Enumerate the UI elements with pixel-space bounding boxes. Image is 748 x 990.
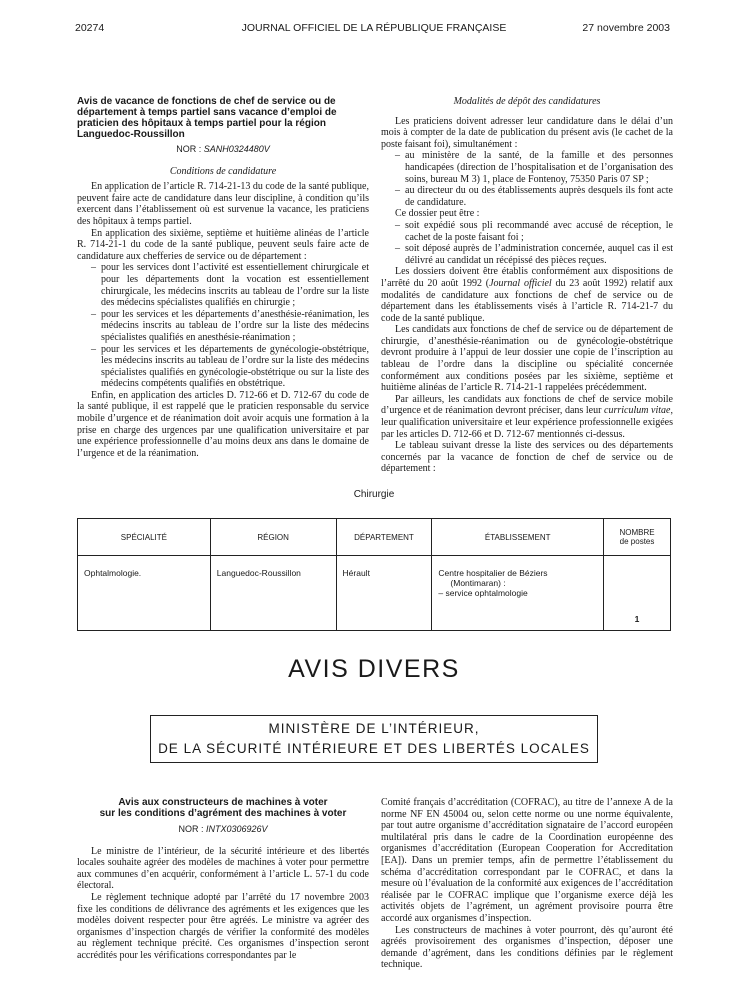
nor-label: NOR : bbox=[176, 144, 202, 154]
paragraph: Les dossiers doivent être établis conformément aux dispositions de l’arrêté du 20 août 1992 (Journal officiel du 23 août 1992) relatif aux modalités de candidature aux fonctions de chef de service ou de département dans les établissements visés à l’article R. 714-21-7 du code de la santé publique. bbox=[381, 266, 673, 324]
list-item: – au directeur du ou des établissements auprès desquels ils font acte de candidature. bbox=[395, 185, 673, 208]
paragraph: Le tableau suivant dresse la liste des services ou des départements concernés par la vacance de fonction de chef de service ou de département : bbox=[381, 440, 673, 475]
ministry-line: MINISTÈRE DE L’INTÉRIEUR, bbox=[268, 721, 480, 736]
cell-specialite: Ophtalmologie. bbox=[78, 556, 211, 631]
notice2-right-column bbox=[381, 797, 673, 971]
paragraph: Ce dossier peut être : bbox=[395, 208, 480, 220]
cell-postes: 1 bbox=[604, 556, 671, 631]
page-number: 20274 bbox=[75, 22, 105, 34]
delivery-list bbox=[381, 220, 673, 266]
cell-etablissement: Centre hospitalier de Béziers (Montimaran) : – service ophtalmologie bbox=[432, 556, 604, 631]
notice2-left-column bbox=[77, 797, 369, 962]
list-item: – soit expédié sous pli recommandé avec accusé de réception, le cachet de la poste faisant foi ; bbox=[395, 220, 673, 243]
list-item: – soit déposé auprès de l’administration concernée, auquel cas il est délivré au candidat un récépissé des pièces reçues. bbox=[395, 243, 673, 266]
paragraph: Les praticiens doivent adresser leur candidature dans le délai d’un mois à compter de la date de publication du présent avis (le cachet de la poste faisant foi), simultanément : bbox=[381, 115, 673, 150]
paragraph: Les candidats aux fonctions de chef de service ou de département de chirurgie, d’anesthésie-réanimation ou de gynécologie-obstétrique devront produire à l’appui de leur dossier une copie de l’inscription au tableau de l’ordre dans la discipline ou spécialité concernée conformément aux conditions posées par les sixième, septième et huitième alinéas de l’article R. 714-21-1 rappelées précédemment. bbox=[381, 324, 673, 394]
paragraph: Les constructeurs de machines à voter pourront, dès qu’auront été agréés provisoirement des organismes d’inspection, déposer une demande d’agrément, dans les conditions définies par le règlement technique. bbox=[381, 924, 673, 971]
paragraph: En application de l’article R. 714-21-13 du code de la santé publique, peuvent faire acte de candidature dans leur discipline, à condition qu’ils exercent dans l’établissement où est survenue la vacance, les praticiens des hôpitaux à temps partiel. bbox=[77, 181, 369, 227]
column-header: ÉTABLISSEMENT bbox=[432, 519, 604, 556]
paragraph: Le ministre de l’intérieur, de la sécurité intérieure et des libertés locales souhaite agréer des modèles de machines à voter pour permettre aux communes d’en acquérir, conformément à l’article L. 57-1 du code électoral. bbox=[77, 845, 369, 892]
issue-date: 27 novembre 2003 bbox=[582, 22, 670, 34]
column-header: NOMBRE de postes bbox=[604, 519, 671, 556]
list-item: – au ministère de la santé, de la famille et des personnes handicapées (direction de l’hospitalisation et de l’organisation des soins, bureau M 3) 1, place de Fontenoy, 75350 Paris 07 SP ; bbox=[395, 150, 673, 185]
notice2-title: Avis aux constructeurs de machines à voter bbox=[118, 797, 328, 808]
nor-line bbox=[77, 144, 369, 156]
table-row bbox=[78, 556, 671, 631]
list-item: – pour les services et les départements de gynécologie-obstétrique, les médecins inscrits au tableau de l’ordre sur la liste des médecins spécialistes qualifiés en gynécologie-obstétrique ou sur la liste des médecins compétents qualifiés en obstétrique. bbox=[91, 344, 369, 390]
nor-line bbox=[77, 824, 369, 836]
section-heading: Modalités de dépôt des candidatures bbox=[453, 96, 601, 107]
section-banner: AVIS DIVERS bbox=[288, 655, 460, 683]
cell-region: Languedoc-Roussillon bbox=[210, 556, 336, 631]
nor-label: NOR : bbox=[178, 824, 204, 834]
notice-left-column bbox=[77, 96, 369, 459]
list-item: – pour les services dont l’activité est essentiellement chirurgicale et pour les départements dont la vocation est essentiellement chirurgicale, les médecins inscrits au tableau de l’ordre sur la liste des médecins spécialistes qualifiés en chirurgie ; bbox=[91, 262, 369, 308]
ministry-line: DE LA SÉCURITÉ INTÉRIEURE ET DES LIBERTÉS LOCALES bbox=[158, 741, 590, 756]
table-header-row bbox=[78, 519, 671, 556]
ministry-box bbox=[150, 715, 598, 763]
nor-code: SANH0324480V bbox=[203, 144, 270, 154]
paragraph: Enfin, en application des articles D. 712-66 et D. 712-67 du code de la santé publique, il est rappelé que le praticien responsable du service mobile d’urgence et de réanimation doit avoir acquis une formation à la prise en charge des urgences par une qualification universitaire et par une expérience professionnelle d’au moins deux ans dans le domaine de l’urgence et de la réanimation. bbox=[77, 389, 369, 459]
recipients-list bbox=[381, 150, 673, 208]
journal-title: JOURNAL OFFICIEL DE LA RÉPUBLIQUE FRANÇAISE bbox=[241, 22, 507, 34]
vacancy-table bbox=[77, 518, 671, 631]
conditions-list bbox=[77, 262, 369, 390]
notice-right-column bbox=[381, 96, 673, 475]
column-header: RÉGION bbox=[210, 519, 336, 556]
nor-code: INTX0306926V bbox=[205, 824, 268, 834]
paragraph: Comité français d’accréditation (COFRAC), au titre de l’annexe A de la norme NF EN 45004 ou, selon cette norme ou une norme équivalente, par tout autre organisme d’accréditation signataire de l’accord européen multilatéral pris dans le cadre de la Coordination européenne des organismes d’accréditation (European Cooperation for Accreditation [EA]). Dans un premier temps, afin de permettre l’établissement du schéma d’accréditation correspondant par le COFRAC, et dans la mesure où l’évaluation de la conformité aux exigences de l’accréditation réalisée par le COFRAC implique que l’organisme exerce déjà les activités objets de l’agrément, un agrément provisoire pourra être accordé aux organismes d’inspection. bbox=[381, 797, 673, 924]
notice2-title: sur les conditions d’agrément des machines à voter bbox=[99, 808, 347, 819]
section-heading: Conditions de candidature bbox=[169, 165, 277, 177]
paragraph: En application des sixième, septième et huitième alinéas de l’article R. 714-21-1 du code de la santé publique, peuvent seuls faire acte de candidature aux chefferies de service ou de département : bbox=[77, 227, 369, 262]
table-caption: Chirurgie bbox=[353, 489, 395, 500]
cell-departement: Hérault bbox=[336, 556, 432, 631]
paragraph: Par ailleurs, les candidats aux fonctions de chef de service mobile d’urgence et de réanimation devront préciser, dans leur curriculum vitae, leur qualification universitaire et leur expérience professionnelle exigées par les articles D. 712-66 et D. 712-67 mentionnés ci-dessus. bbox=[381, 393, 673, 440]
list-item: – pour les services et les départements d’anesthésie-réanimation, les médecins inscrits au tableau de l’ordre sur la liste des médecins spécialistes qualifiés en anesthésie-réanimation ; bbox=[91, 309, 369, 344]
column-header: SPÉCIALITÉ bbox=[78, 519, 211, 556]
paragraph: Le règlement technique adopté par l’arrêté du 17 novembre 2003 fixe les conditions de délivrance des agréments et les exigences que les modèles doivent respecter pour être agréés. Le ministre va agréer des organismes d’inspection chargés de vérifier la conformité des modèles au règlement technique précité. Ces organismes d’inspection seront accrédités pour les vérifications correspondantes par le bbox=[77, 891, 369, 961]
column-header: DÉPARTEMENT bbox=[336, 519, 432, 556]
notice-title: Avis de vacance de fonctions de chef de service ou de département à temps partiel sans vacance d’emploi de praticien des hôpitaux à temps partiel pour la région Languedoc-Roussillon bbox=[77, 96, 337, 140]
